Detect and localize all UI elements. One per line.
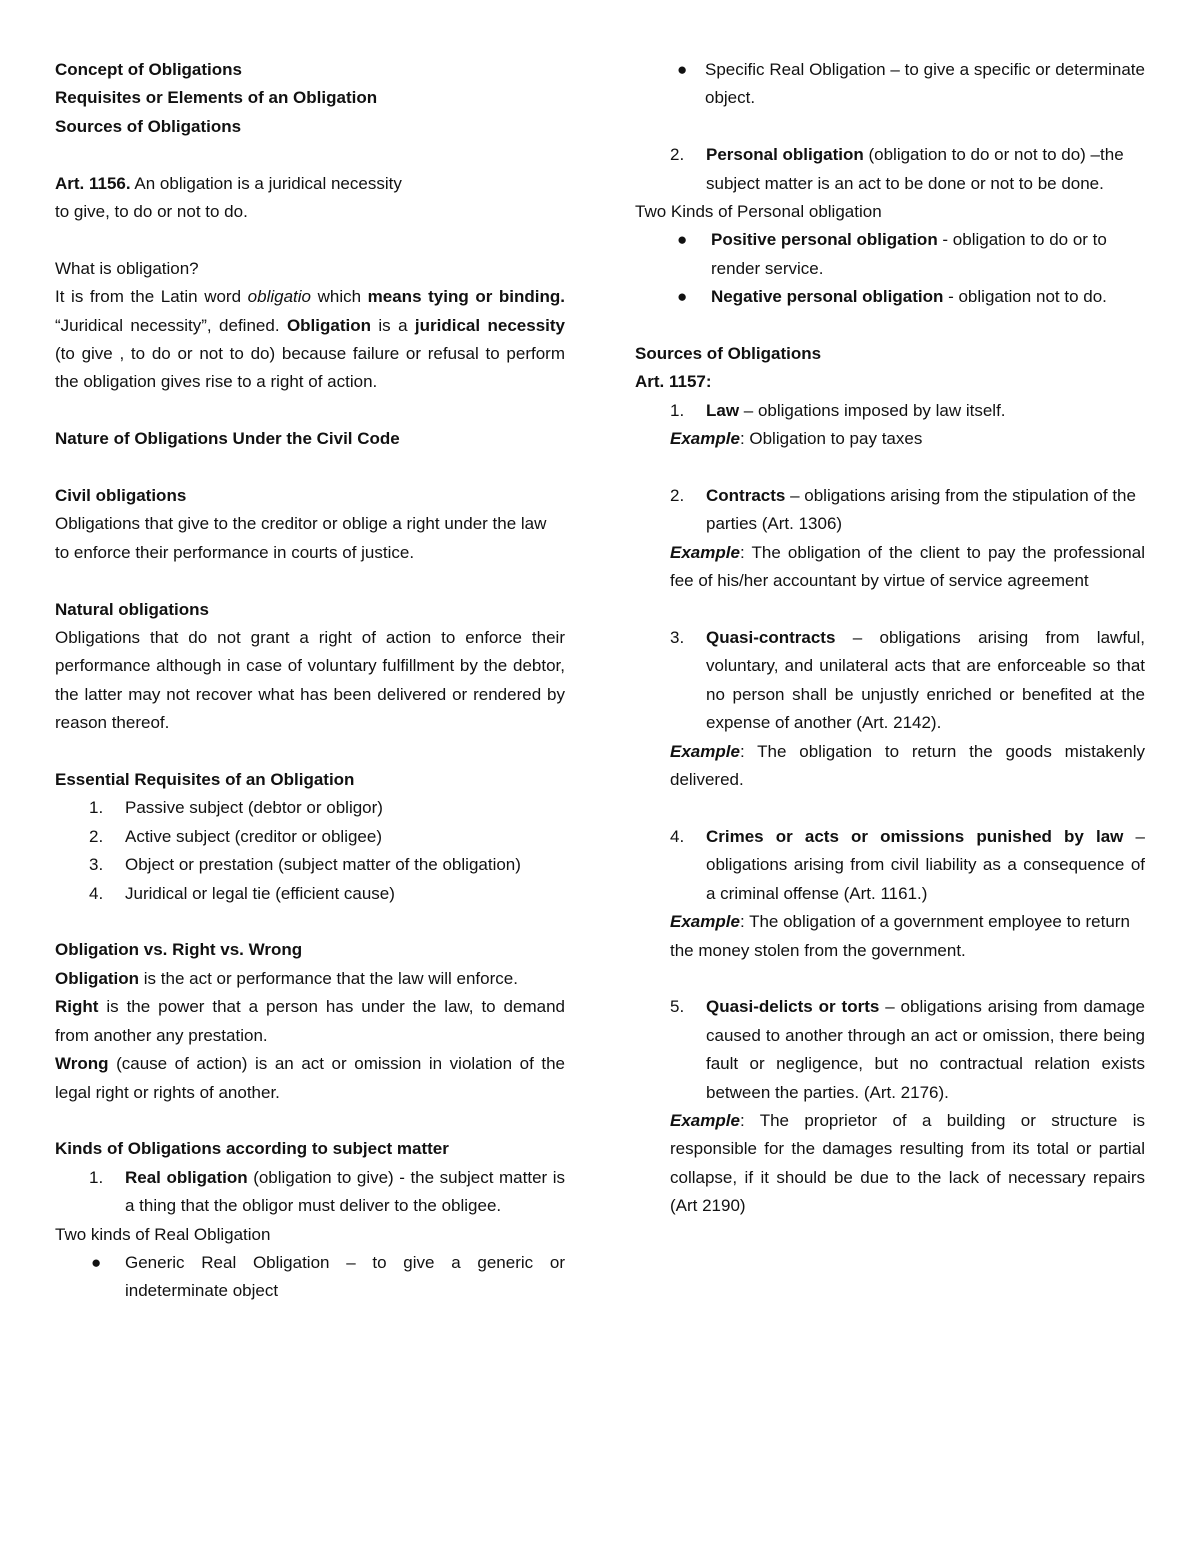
example: Example: The obligation of the client to pay the professional fee of his/her accountant by virtue of service agreement [670,542,1145,591]
list-item: 3. Object or prestation (subject matter of the obligation) [89,855,521,875]
right-definition: Right is the power that a person has under the law, to demand from another any prestation. [55,997,565,1045]
what-paragraph: It is from the Latin word obligatio which means tying or binding. “Juridical necessity”, defined. Obligation is a juridical necessity (to give , to do or not to do) because failure or refusal to perform the obligation gives rise to a right of action. [55,287,566,392]
art-1156-cont: to give, to do or not to do. [55,202,248,222]
bullet-icon: ● [91,1252,102,1272]
bullet-item: ● Positive personal obligation - obligation to do or to render service. [635,226,1145,283]
list-item: 1. Real obligation (obligation to give) - the subject matter is a thing that the obligor must deliver to the obligee. [89,1167,565,1216]
art-1157: Art. 1157: [635,372,712,392]
bullet-item: ● Specific Real Obligation – to give a specific or determinate object. [635,56,1145,113]
wrong-definition: Wrong (cause of action) is an act or omission in violation of the legal right or rights of another. [55,1054,565,1102]
bullet-icon: ● [677,230,688,250]
latin-term: obligatio [247,287,311,307]
bullet-item: ● Generic Real Obligation – to give a generic or indeterminate object [55,1249,565,1306]
two-kinds-personal: Two Kinds of Personal obligation [635,202,882,222]
right-column [635,56,1145,1221]
bullet-item: ● Negative personal obligation - obligation not to do. [635,283,1145,311]
list-item: 2. Personal obligation (obligation to do or not to do) –the subject matter is an act to be done or not to be done. [670,145,1124,193]
list-item: 5. Quasi-delicts or torts – obligations arising from damage caused to another through an act or omission, there being fault or negligence, but no contractual relation exists between the parties. (Art. 2176). [670,997,1145,1102]
heading-civil: Civil obligations [55,486,187,506]
natural-text: Obligations that do not grant a right of action to enforce their performance although in case of voluntary fulfillment by the debtor, the latter may not recover what has been delivered or rendered by reason thereof. [55,628,565,733]
civil-text: Obligations that give to the creditor or oblige a right under the law to enforce their performance in courts of justice. [55,514,547,562]
heading-nature: Nature of Obligations Under the Civil Code [55,429,400,449]
list-item: 4. Juridical or legal tie (efficient cause) [89,883,395,903]
heading-ovrw: Obligation vs. Right vs. Wrong [55,940,303,960]
list-item: 1. Law – obligations imposed by law itself. [670,400,1006,420]
heading-natural: Natural obligations [55,599,209,619]
obligation-definition: Obligation is the act or performance that the law will enforce. [55,968,518,988]
list-item: 2. Active subject (creditor or obligee) [89,826,383,846]
list-item: 3. Quasi-contracts – obligations arising from lawful, voluntary, and unilateral acts that are enforceable so that no person shall be unjustly enriched or benefited at the expense of another (Art. 2142). [670,628,1145,733]
list-item: 4. Crimes or acts or omissions punished by law – obligations arising from civil liability as a consequence of a criminal offense (Art. 1161.) [670,826,1145,903]
list-item: 1. Passive subject (debtor or obligor) [89,798,383,818]
example: Example: The obligation of a government employee to return the money stolen from the government. [670,912,1130,960]
bullet-icon: ● [677,60,688,79]
two-kinds-real: Two kinds of Real Obligation [55,1224,271,1244]
art-1156-label: Art. 1156. [55,173,131,193]
heading-sources: Sources of Obligations [55,116,242,136]
what-question: What is obligation? [55,258,199,278]
heading-concept: Concept of Obligations [55,60,242,79]
example: Example: The obligation to return the goods mistakenly delivered. [670,741,1145,790]
heading-essential: Essential Requisites of an Obligation [55,770,355,790]
bullet-icon: ● [677,287,688,307]
left-column [55,56,565,1306]
example: Example: Obligation to pay taxes [670,429,923,449]
heading-kinds: Kinds of Obligations according to subject matter [55,1139,449,1159]
list-item: 2. Contracts – obligations arising from the stipulation of the parties (Art. 1306) [670,486,1136,534]
art-1156: Art. 1156. An obligation is a juridical necessity [55,173,402,193]
heading-sources-right: Sources of Obligations [635,344,822,364]
example: Example: The proprietor of a building or structure is responsible for the damages resulting from its total or partial collapse, if it should be due to the lack of necessary repairs (Art 2190) [670,1110,1145,1216]
heading-requisites: Requisites or Elements of an Obligation [55,88,378,108]
